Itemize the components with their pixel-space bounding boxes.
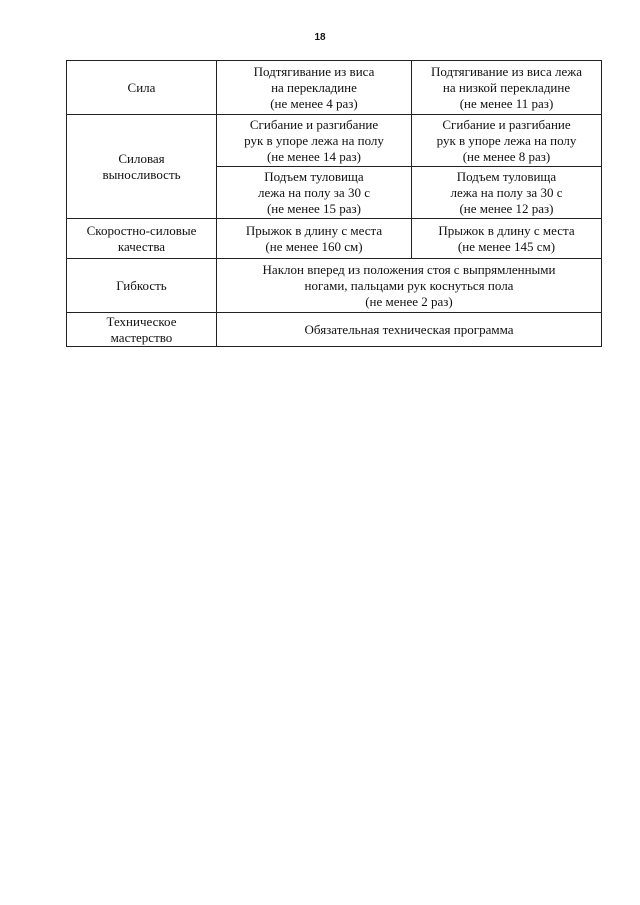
norm-cell-boys: Сгибание и разгибание рук в упоре лежа на полу (не менее 14 раз) <box>217 115 412 167</box>
quality-cell-flexibility: Гибкость <box>67 259 217 313</box>
norm-cell-girls: Прыжок в длину с места (не менее 145 см) <box>412 219 602 259</box>
norm-cell-merged: Наклон вперед из положения стоя с выпрямленными ногами, пальцами рук коснуться пола (не менее 2 раз) <box>217 259 602 313</box>
table-row <box>67 259 602 313</box>
norm-cell-girls: Подтягивание из виса лежа на низкой перекладине (не менее 11 раз) <box>412 61 602 115</box>
quality-cell-strength: Сила <box>67 61 217 115</box>
norm-cell-boys: Прыжок в длину с места (не менее 160 см) <box>217 219 412 259</box>
norm-cell-boys: Подтягивание из виса на перекладине (не менее 4 раз) <box>217 61 412 115</box>
norm-cell-girls: Сгибание и разгибание рук в упоре лежа на полу (не менее 8 раз) <box>412 115 602 167</box>
norm-cell-girls: Подъем туловища лежа на полу за 30 с (не менее 12 раз) <box>412 167 602 219</box>
standards-table <box>66 60 602 347</box>
table-row <box>67 219 602 259</box>
quality-cell-endurance: Силовая выносливость <box>67 115 217 219</box>
quality-cell-speed-strength: Скоростно-силовые качества <box>67 219 217 259</box>
table-row <box>67 61 602 115</box>
page-number: 18 <box>314 32 326 43</box>
table-row <box>67 115 602 167</box>
norm-cell-boys: Подъем туловища лежа на полу за 30 с (не менее 15 раз) <box>217 167 412 219</box>
quality-cell-technique: Техническое мастерство <box>67 313 217 347</box>
table-row <box>67 313 602 347</box>
norm-cell-merged: Обязательная техническая программа <box>217 313 602 347</box>
